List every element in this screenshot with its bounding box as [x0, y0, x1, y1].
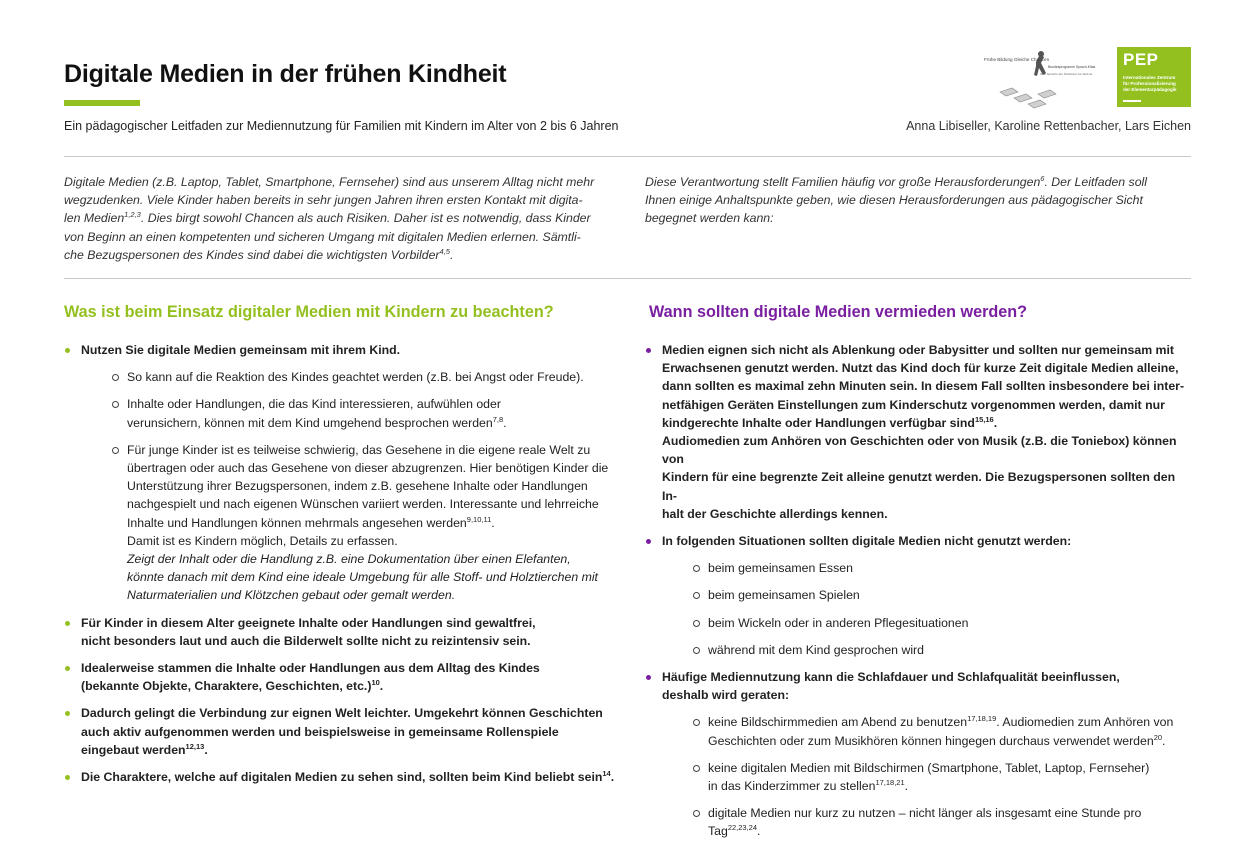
right-column: [645, 341, 1193, 850]
bullet-text: Häufige Mediennutzung kann die Schlafdauer und Schlafqualität beeinflussen,: [662, 670, 1120, 685]
sub-bullet-text: digitale Medien nur kurz zu nutzen – nicht länger als insgesamt eine Stunde pro Tag$^{22,23,24}$.: [708, 806, 1142, 839]
intro-line: Diese Verantwortung stellt Familien häufig vor große Herausforderungen$^6$. Der Leitfaden soll: [645, 173, 1147, 189]
bullet-situations: [645, 532, 1193, 659]
bullet-violence-free: [64, 614, 624, 650]
intro-line: Ihnen einige Anhaltspunkte geben, wie diesen Herausforderungen aus pädagogischer Sicht: [645, 193, 1143, 208]
sub-bullet-text: Inhalte oder Handlungen, die das Kind interessieren, aufwühlen oder: [127, 397, 501, 412]
sub-bullet-text: Für junge Kinder ist es teilweise schwierig, das Gesehene in die eigene reale Welt zu: [127, 442, 591, 457]
sub-bullet-reaction: [81, 368, 624, 386]
sub-bullet-text: beim gemeinsamen Essen: [708, 561, 853, 576]
ffb-name: Frühe Bildung Gleiche Chancen: [984, 57, 1050, 62]
left-column: [64, 341, 624, 795]
pep-line-3: der Elementarpädagogik: [1123, 87, 1177, 92]
bullet-text: Erwachsenen genutzt werden. Nutzt das Kind doch für kurze Zeit digitale Medien alleine,: [662, 361, 1179, 376]
intro-line: che Bezugspersonen des Kindes sind dabei die wichtigsten Vorbilder$^{4,5}$.: [64, 246, 454, 262]
sub-bullet-text: So kann auf die Reaktion des Kindes geachtet werden (z.B. bei Angst oder Freude).: [127, 370, 584, 385]
sub-bullet-text: übertragen oder auch das Gesehene von dieser abzugrenzen. Hier benötigen Kinder die: [127, 461, 609, 476]
bullet-sleep: [645, 668, 1193, 841]
fruehe-bildung-logo: [978, 48, 1098, 110]
sub-bullet-evening: [662, 713, 1193, 749]
heading-left: Was ist beim Einsatz digitaler Medien mit Kindern zu beachten?: [64, 303, 554, 321]
bullet-text: Nutzen Sie digitale Medien gemeinsam mit ihrem Kind.: [81, 343, 401, 357]
bullet-text: Kindern für eine begrenzte Zeit alleine genutzt werden. Die Bezugspersonen sollten den In-: [662, 470, 1176, 503]
authors: Anna Libiseller, Karoline Rettenbacher, Lars Eichen: [906, 119, 1191, 133]
sub-bullet-text: keine Bildschirmmedien am Abend zu benutzen$^{17,18,19}$. Audiomedien zum Anhören von: [708, 714, 1174, 730]
sub-bullet-text: Inhalte und Handlungen können mehrmals angesehen werden$^{9,10,11}$.: [127, 514, 495, 530]
bullet-text: Die Charaktere, welche auf digitalen Medien zu sehen sind, sollten beim Kind beliebt sein$^{14}$.: [81, 768, 615, 785]
bullet-text: eingebaut werden$^{12,13}$.: [81, 741, 208, 757]
ffb-slogan: Weil Sprache der Schlüssel zur Welt ist: [1040, 72, 1093, 76]
sub-bullet-text: verunsichern, können mit dem Kind umgehend besprochen werden$^{7,8}$.: [127, 414, 507, 430]
example-text: könnte danach mit dem Kind eine ideale Umgebung für alle Stoff- und Holztierchen mit: [127, 570, 598, 585]
heading-right: Wann sollten digitale Medien vermieden werden?: [649, 303, 1028, 321]
pep-line-2: für Professionalisierung: [1123, 81, 1176, 86]
intro-line: len Medien$^{1,2,3}$. Dies birgt sowohl Chancen als auch Risiken. Daher ist es notwendig, dass Kinder: [64, 210, 591, 226]
sub-bullet-discuss: [81, 395, 624, 431]
intro-paragraph-right: [645, 173, 1193, 228]
intro-line: begegnet werden kann:: [645, 211, 774, 226]
intro-line: von Beginn an einen kompetenten und sicheren Umgang mit digitalen Medien erlernen. Sämtli-: [64, 229, 581, 244]
sub-bullet-text: Damit ist es Kindern möglich, Details zu erfassen.: [127, 533, 398, 548]
intro-line: Digitale Medien (z.B. Laptop, Tablet, Smartphone, Fernseher) sind aus unserem Alltag nicht mehr: [64, 175, 595, 189]
sub-bullet-talking: [662, 641, 1193, 659]
bullet-text: auch aktiv aufgenommen werden und beispielsweise in gemeinsame Rollenspiele: [81, 724, 559, 739]
pep-logo: [1117, 47, 1191, 107]
sub-bullet-text: nachgespielt und nach eigenen Wünschen variiert werden. Interessante und lehrreiche: [127, 497, 599, 512]
bullet-text: (bekannte Objekte, Charaktere, Geschichten, etc.)$^{10}$.: [81, 678, 384, 694]
page-subtitle: Ein pädagogischer Leitfaden zur Mediennutzung für Familien mit Kindern im Alter von 2 bis 6 Jahren: [64, 119, 619, 133]
divider-top: [64, 156, 1191, 157]
bullet-no-babysitter: [645, 341, 1193, 523]
pep-line-1: Internationales Zentrum: [1123, 75, 1176, 80]
sub-bullet-care: [662, 614, 1193, 632]
pep-wordmark: PEP: [1123, 50, 1159, 69]
sub-bullet-text: in das Kinderzimmer zu stellen$^{17,18,21}$.: [708, 777, 909, 794]
bullet-text: Idealerweise stammen die Inhalte oder Handlungen aus dem Alltag des Kindes: [81, 661, 540, 676]
bullet-text: kindgerechte Inhalte oder Handlungen verfügbar sind$^{15,16}$.: [662, 414, 998, 430]
intro-paragraph-left: [64, 173, 612, 264]
bullet-text: Dadurch gelingt die Verbindung zur eignen Welt leichter. Umgekehrt können Geschichten: [81, 706, 603, 721]
bullet-text: In folgenden Situationen sollten digitale Medien nicht genutzt werden:: [662, 534, 1072, 549]
sub-bullet-eating: [662, 559, 1193, 577]
sub-bullet-transfer: [81, 441, 624, 605]
bullet-text: nicht besonders laut und auch die Bilderwelt sollte nicht zu reizintensiv sein.: [81, 633, 531, 648]
example-text: Zeigt der Inhalt oder die Handlung z.B. eine Dokumentation über einen Elefanten,: [127, 552, 571, 567]
sub-bullet-text: keine digitalen Medien mit Bildschirmen (Smartphone, Tablet, Laptop, Fernseher): [708, 760, 1150, 775]
sub-bullet-bedroom: [662, 759, 1193, 795]
bullet-text: Audiomedien zum Anhören von Geschichten oder von Musik (z.B. die Toniebox) können von: [662, 434, 1177, 467]
bullet-role-play: [64, 704, 624, 759]
bullet-text: dann sollten es maximal zehn Minuten sein. In diesem Fall sollten insbesondere bei inter-: [662, 379, 1185, 394]
bullet-text: deshalb wird geraten:: [662, 688, 790, 703]
sub-bullet-text: beim gemeinsamen Spielen: [708, 588, 860, 603]
sub-bullet-playing: [662, 586, 1193, 604]
intro-line: wegzudenken. Viele Kinder haben bereits in sehr jungen Jahren ihren ersten Kontakt mit digita-: [64, 193, 583, 208]
example-text: Naturmaterialien und Klötzchen gebaut oder gemalt werden.: [127, 588, 456, 603]
ffb-program: Bundesprogramm Sprach-Kitas: [1048, 65, 1096, 69]
sub-bullet-text: beim Wickeln oder in anderen Pflegesituationen: [708, 615, 969, 630]
page-title: Digitale Medien in der frühen Kindheit: [64, 60, 507, 88]
divider-middle: [64, 278, 1191, 279]
sub-bullet-one-hour: [662, 804, 1193, 840]
bullet-use-together: [64, 341, 624, 605]
bullet-text: netfähigen Geräten Einstellungen zum Kinderschutz vorgenommen werden, damit nur: [662, 397, 1165, 412]
sub-bullet-text: Unterstützung ihrer Bezugspersonen, indem z.B. gesehene Inhalte oder Handlungen: [127, 479, 588, 494]
bullet-everyday-life: [64, 659, 624, 695]
pep-underline: [1123, 100, 1141, 102]
bullet-text: Medien eignen sich nicht als Ablenkung oder Babysitter und sollten nur gemeinsam mit: [662, 343, 1175, 357]
sub-bullet-text: während mit dem Kind gesprochen wird: [708, 642, 924, 657]
title-underline: [64, 100, 140, 106]
bullet-characters: [64, 768, 624, 786]
bullet-text: halt der Geschichte allerdings kennen.: [662, 506, 888, 521]
bullet-text: Für Kinder in diesem Alter geeignete Inhalte oder Handlungen sind gewaltfrei,: [81, 615, 536, 630]
sub-bullet-text: Geschichten oder zum Musikhören können hingegen durchaus verwendet werden$^{20}$.: [708, 732, 1166, 748]
